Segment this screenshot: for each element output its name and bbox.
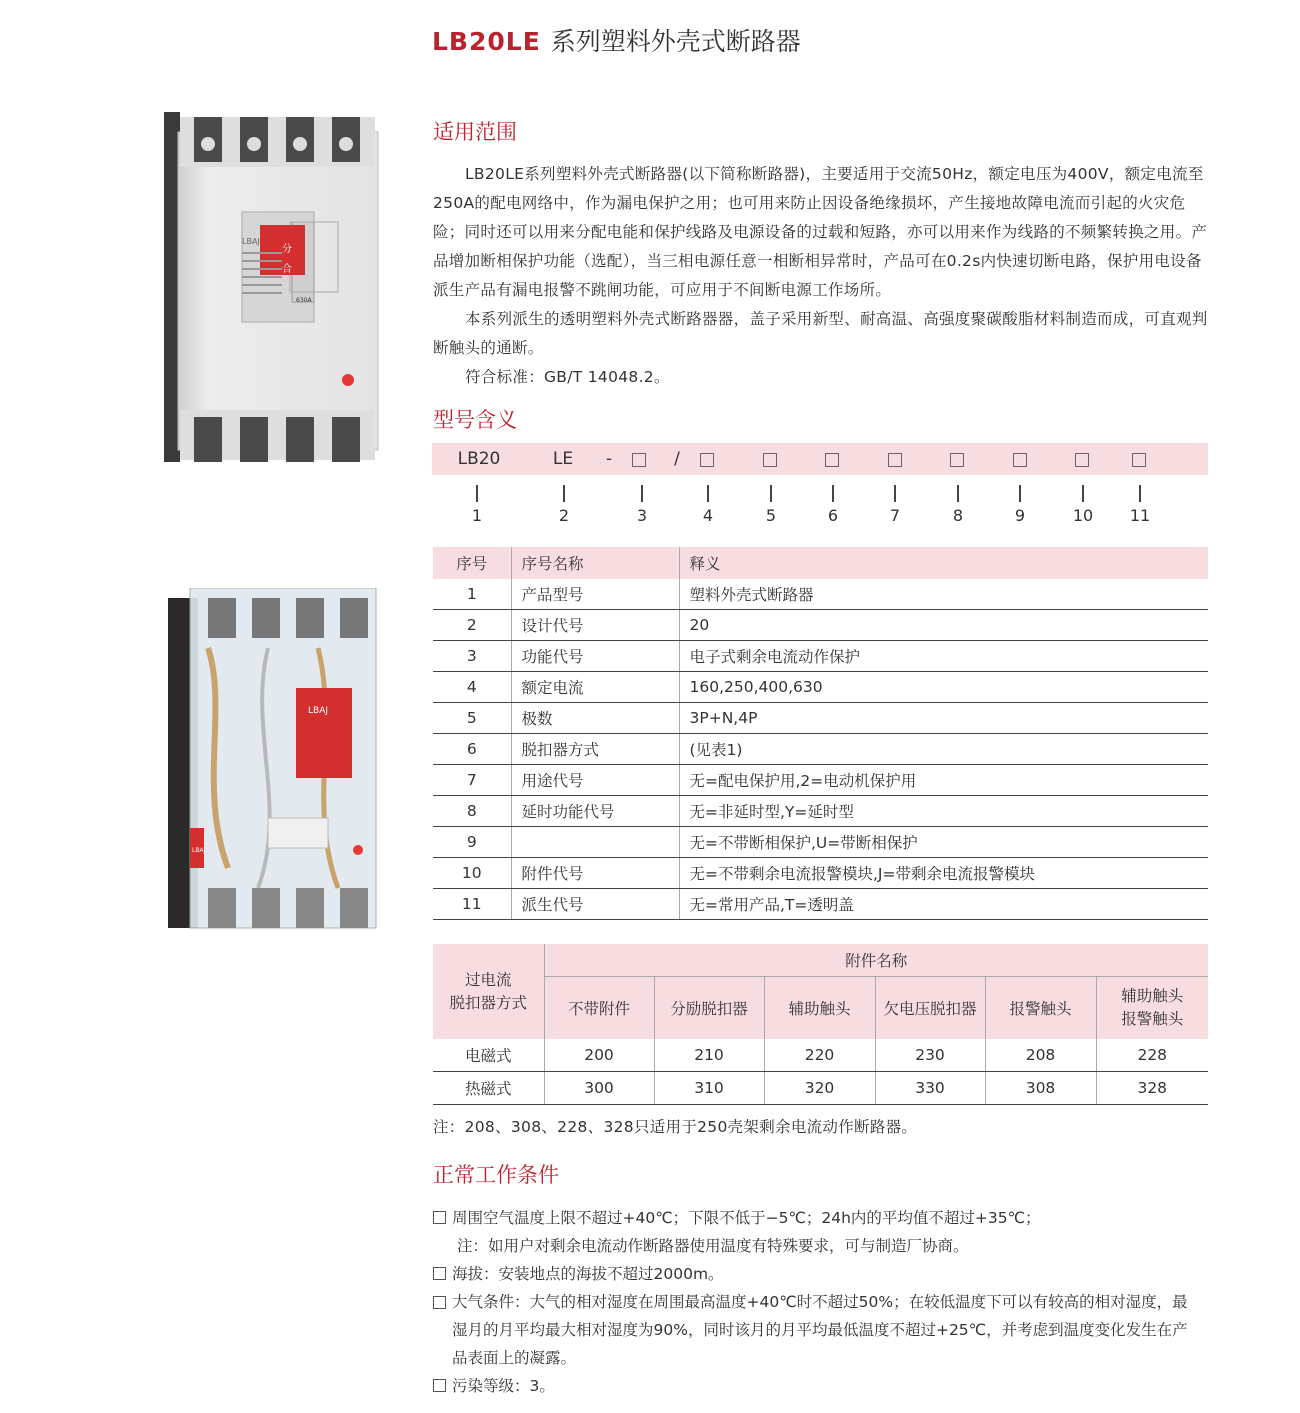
table-row [433, 672, 1208, 703]
header-meaning: 释义 [679, 547, 1208, 579]
cell-seq: 5 [433, 703, 511, 734]
cell-seq: 4 [433, 672, 511, 703]
table-row [433, 610, 1208, 641]
code-number-11: 11 [1129, 506, 1151, 525]
code-box-8 [950, 453, 964, 467]
rating-label: 630A [296, 297, 312, 304]
tick-8 [957, 485, 959, 502]
code-box-7 [888, 453, 902, 467]
cell-seq: 8 [433, 796, 511, 827]
cell-seq: 9 [433, 827, 511, 858]
brand-label: LBAJ [242, 237, 260, 246]
tick-4 [707, 485, 709, 502]
switch-label-on: 合 [282, 264, 292, 275]
overcurrent-header-line1: 过电流 [464, 970, 512, 989]
accessory-group-header: 附件名称 [544, 944, 1208, 977]
cell-name: 产品型号 [511, 579, 679, 610]
code-box-9 [1013, 453, 1027, 467]
code-box-5 [763, 453, 777, 467]
code-number-4: 4 [702, 506, 714, 525]
scope-paragraph-2: 本系列派生的透明塑料外壳式断路器器，盖子采用新型、耐高温、高强度聚碳酸脂材料制造而成，可直观判断触头的通断。 [433, 310, 1208, 357]
table-row [433, 1039, 1208, 1072]
col-aux-alarm-contact [1096, 977, 1208, 1040]
checkbox-icon [433, 1296, 446, 1309]
col-aux-alarm-line2: 报警触头 [1121, 1010, 1184, 1028]
tick-5 [770, 485, 772, 502]
breaker-image-opaque [160, 112, 380, 462]
code-number-7: 7 [889, 506, 901, 525]
cell-meaning: 20 [679, 610, 1208, 641]
table-row [433, 827, 1208, 858]
header-seq-name: 序号名称 [511, 547, 679, 579]
model-table-header-row [433, 547, 1208, 579]
code-number-2: 2 [558, 506, 570, 525]
col-aux-alarm-line1: 辅助触头 [1121, 987, 1184, 1005]
model-meaning-heading: 型号含义 [433, 408, 517, 432]
cell-name: 功能代号 [511, 641, 679, 672]
code-part-lb20: LB20 [457, 449, 501, 469]
code-number-1: 1 [471, 506, 483, 525]
cell-seq: 3 [433, 641, 511, 672]
conditions-heading: 正常工作条件 [433, 1163, 559, 1187]
cell-meaning: 160,250,400,630 [679, 672, 1208, 703]
cell-seq: 2 [433, 610, 511, 641]
condition-atmosphere-text: 大气条件：大气的相对湿度在周围最高温度+40℃时不超过50%；在较低温度下可以有较高的相对湿度，最湿月的月平均最大相对湿度为90%，同时该月的月平均最低温度不超过+25℃，并考虑到温度变化发生在产品表面上的凝露。 [452, 1293, 1188, 1367]
switch-label-off: 分 [282, 244, 292, 255]
cell-meaning: 3P+N,4P [679, 703, 1208, 734]
cell-name: 设计代号 [511, 610, 679, 641]
accessory-code-cell: 328 [1096, 1072, 1208, 1105]
breaker-image-transparent [168, 588, 378, 933]
cell-seq: 11 [433, 889, 511, 920]
table-row [433, 579, 1208, 610]
accessory-code-cell: 310 [654, 1072, 764, 1105]
cell-name: 延时功能代号 [511, 796, 679, 827]
cell-seq: 6 [433, 734, 511, 765]
cell-meaning: 电子式剩余电流动作保护 [679, 641, 1208, 672]
condition-altitude [433, 1260, 1213, 1288]
cell-name: 额定电流 [511, 672, 679, 703]
title-model: LB20LE [432, 27, 541, 56]
header-seq: 序号 [433, 547, 511, 579]
conditions-list [433, 1204, 1213, 1400]
col-no-accessory: 不带附件 [544, 977, 654, 1040]
cell-meaning: 无=不带断相保护,U=带断相保护 [679, 827, 1208, 858]
condition-pollution [433, 1372, 1213, 1400]
table-row [433, 641, 1208, 672]
cell-name: 极数 [511, 703, 679, 734]
cell-meaning: (见表1) [679, 734, 1208, 765]
cell-name: 派生代号 [511, 889, 679, 920]
condition-temperature-text: 周围空气温度上限不超过+40℃；下限不低于−5℃；24h内的平均值不超过+35℃； [452, 1209, 1041, 1227]
checkbox-icon [433, 1379, 446, 1392]
col-alarm-contact: 报警触头 [985, 977, 1096, 1040]
model-meaning-table [433, 547, 1208, 920]
cell-name: 脱扣器方式 [511, 734, 679, 765]
condition-temperature-note: 注：如用户对剩余电流动作断路器使用温度有特殊要求，可与制造厂协商。 [457, 1237, 969, 1255]
row-label: 热磁式 [433, 1072, 544, 1105]
code-number-9: 9 [1014, 506, 1026, 525]
model-code-row [432, 443, 1208, 475]
code-number-8: 8 [952, 506, 964, 525]
cell-name: 用途代号 [511, 765, 679, 796]
overcurrent-header [433, 944, 544, 1039]
condition-atmosphere [433, 1288, 1213, 1372]
accessory-code-cell: 320 [764, 1072, 875, 1105]
tick-11 [1139, 485, 1141, 502]
page-title [432, 22, 801, 56]
scope-text [433, 160, 1211, 392]
cell-seq: 1 [433, 579, 511, 610]
tick-10 [1082, 485, 1084, 502]
tick-1 [476, 485, 478, 502]
tick-3 [641, 485, 643, 502]
code-box-4 [700, 453, 714, 467]
row-label: 电磁式 [433, 1039, 544, 1072]
condition-altitude-text: 海拔：安装地点的海拔不超过2000m。 [452, 1265, 724, 1283]
accessory-note: 注：208、308、228、328只适用于250壳架剩余电流动作断路器。 [433, 1118, 918, 1136]
tick-6 [832, 485, 834, 502]
table-row [433, 734, 1208, 765]
code-slash: / [674, 449, 680, 469]
checkbox-icon [433, 1267, 446, 1280]
accessory-code-cell: 228 [1096, 1039, 1208, 1072]
condition-temperature [433, 1204, 1213, 1232]
accessory-code-cell: 308 [985, 1072, 1096, 1105]
transparent-brand-label: LBAJ [308, 706, 328, 716]
table-row [433, 858, 1208, 889]
table-row [433, 765, 1208, 796]
tick-7 [894, 485, 896, 502]
code-dash: - [605, 449, 613, 469]
table-row [433, 889, 1208, 920]
cell-seq: 10 [433, 858, 511, 889]
accessory-code-cell: 220 [764, 1039, 875, 1072]
scope-heading: 适用范围 [433, 120, 517, 144]
code-box-10 [1075, 453, 1089, 467]
cell-name [511, 827, 679, 858]
scope-paragraph-1: LB20LE系列塑料外壳式断路器(以下简称断路器)，主要适用于交流50Hz，额定电压为400V，额定电流至250A的配电网络中，作为漏电保护之用；也可用来防止因设备绝缘损坏，产生接地故障电流而引起的火灾危险；同时还可以用来分配电能和保护线路及电源设备的过载和短路，亦可以用来作为线路的不频繁转换之用。产品增加断相保护功能（选配），当三相电源任意一相断相异常时，产品可在0.2s内快速切断电路，保护用电设备派生产品有漏电报警不跳闸功能，可应用于不间断电源工作场所。 [433, 165, 1208, 299]
cell-meaning: 无=不带剩余电流报警模块,J=带剩余电流报警模块 [679, 858, 1208, 889]
overcurrent-header-line2: 脱扣器方式 [449, 993, 527, 1012]
table-row [433, 796, 1208, 827]
accessory-code-cell: 300 [544, 1072, 654, 1105]
code-number-6: 6 [827, 506, 839, 525]
code-part-le: LE [552, 449, 574, 469]
code-box-11 [1132, 453, 1146, 467]
cell-seq: 7 [433, 765, 511, 796]
accessory-code-cell: 330 [875, 1072, 985, 1105]
code-number-10: 10 [1072, 506, 1094, 525]
cell-name: 附件代号 [511, 858, 679, 889]
code-box-6 [825, 453, 839, 467]
code-number-3: 3 [636, 506, 648, 525]
col-undervoltage-release: 欠电压脱扣器 [875, 977, 985, 1040]
col-shunt-release: 分励脱扣器 [654, 977, 764, 1040]
col-aux-contact: 辅助触头 [764, 977, 875, 1040]
tick-2 [563, 485, 565, 502]
cell-meaning: 无=常用产品,T=透明盖 [679, 889, 1208, 920]
condition-pollution-text: 污染等级：3。 [452, 1377, 555, 1395]
accessory-code-cell: 210 [654, 1039, 764, 1072]
accessory-code-cell: 230 [875, 1039, 985, 1072]
code-number-5: 5 [765, 506, 777, 525]
table-row [433, 1072, 1208, 1105]
tick-9 [1019, 485, 1021, 502]
code-box-3 [632, 453, 646, 467]
title-name: 系列塑料外壳式断路器 [550, 27, 801, 56]
accessory-code-cell: 208 [985, 1039, 1096, 1072]
checkbox-icon [433, 1211, 446, 1224]
scope-paragraph-3: 符合标准：GB/T 14048.2。 [465, 368, 670, 386]
table-row [433, 703, 1208, 734]
cell-meaning: 无=非延时型,Y=延时型 [679, 796, 1208, 827]
cell-meaning: 塑料外壳式断路器 [679, 579, 1208, 610]
accessory-table [433, 944, 1208, 1105]
side-brand-label: LBAJ [192, 847, 206, 854]
cell-meaning: 无=配电保护用,2=电动机保护用 [679, 765, 1208, 796]
accessory-code-cell: 200 [544, 1039, 654, 1072]
